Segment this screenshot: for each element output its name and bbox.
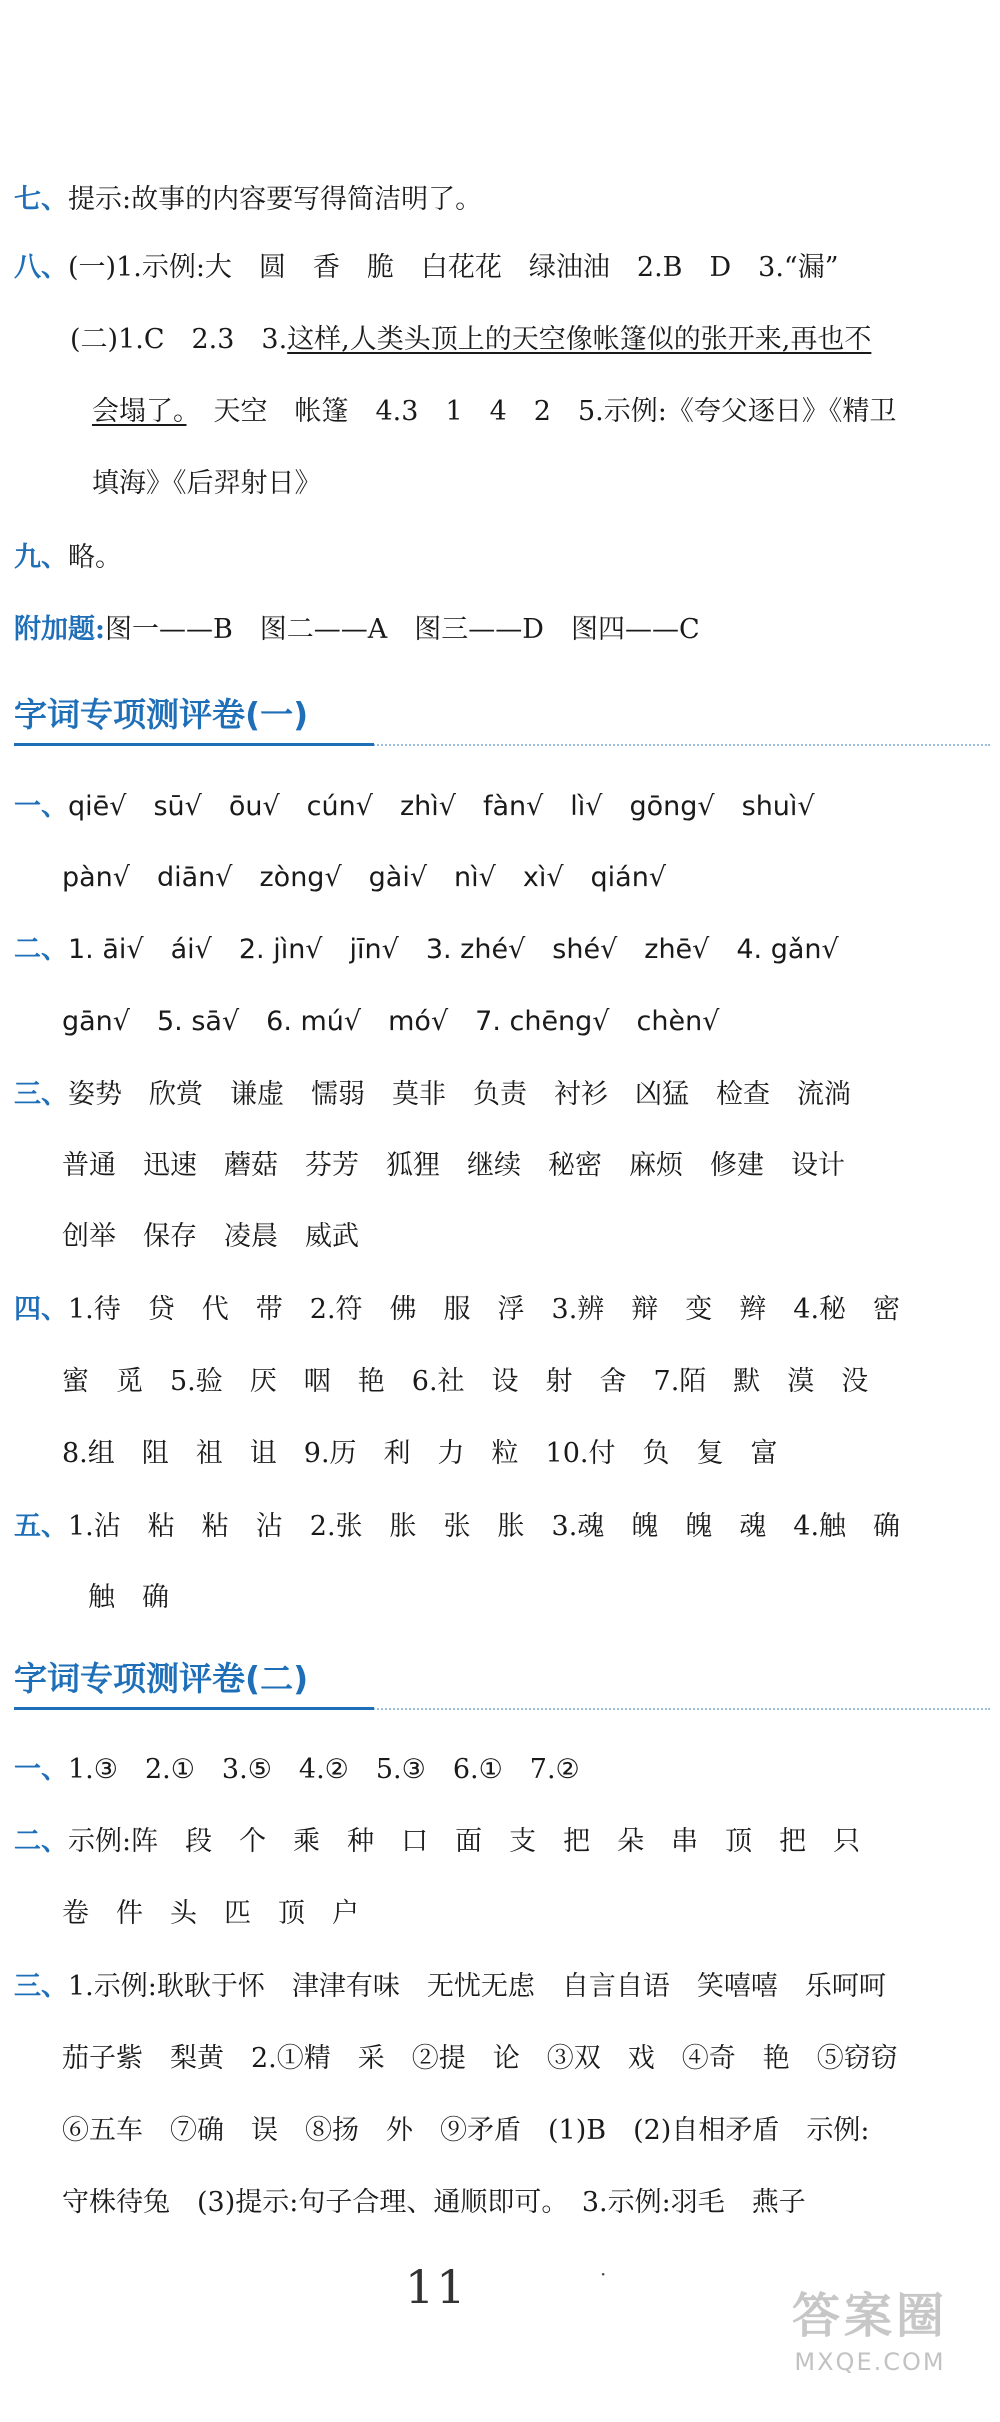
word-answers: 姿势 欣赏 谦虚 懦弱 莫非 负责 衬衫 凶猛 检查 流淌 bbox=[68, 1079, 851, 1110]
word-answers-cont: 普通 迅速 蘑菇 芬芳 狐狸 继续 秘密 麻烦 修建 设计 bbox=[62, 1150, 845, 1181]
underlined-sentence: 这样,人类头顶上的天空像帐篷似的张开来,再也不 bbox=[287, 324, 872, 355]
idiom-answers-cont: 茄子紫 梨黄 2.①精 采 ②提 论 ③双 戏 ④奇 艳 ⑤窃窃 bbox=[62, 2043, 898, 2074]
section-8-part-2: (二)1.C 2.3 3. bbox=[70, 324, 288, 355]
section-7-number: 七、 bbox=[14, 184, 68, 215]
section-8-line-1 bbox=[14, 248, 990, 288]
test-2-part-3-line-4 bbox=[62, 2183, 990, 2223]
title-rule-accent bbox=[14, 743, 374, 746]
test-1-part-4-line-3 bbox=[62, 1434, 990, 1474]
test-1-part-2-number: 二、 bbox=[14, 934, 68, 965]
test-2-part-3-line-2 bbox=[62, 2039, 990, 2079]
test-2-part-3-number: 三、 bbox=[14, 1971, 68, 2002]
test-2-part-2-line-1 bbox=[14, 1822, 990, 1862]
test-1-part-3-line-3 bbox=[62, 1217, 990, 1257]
test-1-part-1-number: 一、 bbox=[14, 791, 68, 822]
test-2-part-3-line-1 bbox=[14, 1967, 990, 2007]
test-1-part-3-line-1 bbox=[14, 1075, 990, 1115]
pinyin-answers: qiē√ sū√ ōu√ cún√ zhì√ fàn√ lì√ gōng√ shuì√ bbox=[68, 791, 815, 822]
section-8-number: 八、 bbox=[14, 252, 68, 283]
title-rule-accent bbox=[14, 1707, 374, 1710]
page-number: 11 bbox=[405, 2260, 468, 2314]
watermark-logo: 答案圈 bbox=[791, 2288, 948, 2344]
section-7 bbox=[14, 180, 990, 220]
fill-answers: 1.沾 粘 粘 沾 2.张 胀 张 胀 3.魂 魄 魄 魂 4.触 确 bbox=[68, 1511, 901, 1542]
pinyin-answers-cont: pàn√ diān√ zòng√ gài√ nì√ xì√ qián√ bbox=[62, 862, 667, 893]
char-answers-cont: 蜜 觅 5.验 厌 咽 艳 6.社 设 射 舍 7.陌 默 漠 没 bbox=[62, 1366, 869, 1397]
idiom-answers-cont-2: ⑥五车 ⑦确 误 ⑧扬 外 ⑨矛盾 (1)B (2)自相矛盾 示例: bbox=[62, 2115, 870, 2146]
idiom-answers: 1.示例:耿耿于怀 津津有味 无忧无虑 自言自语 笑嘻嘻 乐呵呵 bbox=[68, 1971, 886, 2002]
idiom-answers-end: 守株待兔 (3)提示:句子合理、通顺即可。 3.示例:羽毛 燕子 bbox=[62, 2187, 806, 2218]
section-8-line-3 bbox=[92, 392, 990, 432]
section-8-line-2 bbox=[70, 320, 990, 360]
test-1-title-text: 字词专项测评卷(一) bbox=[14, 695, 309, 734]
char-answers-end: 8.组 阻 祖 诅 9.历 利 力 粒 10.付 负 复 富 bbox=[62, 1438, 778, 1469]
test-2-part-3-line-3 bbox=[62, 2111, 990, 2151]
measure-word-answers-cont: 卷 件 头 匹 顶 户 bbox=[62, 1898, 359, 1929]
test-2-title-text: 字词专项测评卷(二) bbox=[14, 1659, 309, 1698]
section-8-text: (一)1.示例:大 圆 香 脆 白花花 绿油油 2.B D 3.“漏” bbox=[68, 252, 839, 283]
test-2-part-1-number: 一、 bbox=[14, 1754, 68, 1785]
bonus-question bbox=[14, 610, 990, 650]
polyphone-answers: 1. āi√ ái√ 2. jìn√ jīn√ 3. zhé√ shé√ zhē√ 4. gǎn√ bbox=[68, 934, 839, 965]
section-8-line-4 bbox=[92, 464, 990, 504]
bonus-label: 附加题: bbox=[14, 614, 105, 645]
test-2-part-2-number: 二、 bbox=[14, 1826, 68, 1857]
test-1-part-4-line-2 bbox=[62, 1362, 990, 1402]
test-1-part-5-number: 五、 bbox=[14, 1511, 68, 1542]
test-1-part-4-line-1 bbox=[14, 1290, 990, 1330]
test-1-part-1-line-1 bbox=[14, 787, 990, 827]
test-2-part-1 bbox=[14, 1750, 990, 1790]
section-9-text: 略。 bbox=[68, 542, 122, 573]
test-1-part-5-line-2 bbox=[88, 1578, 990, 1618]
section-8-text-end: 填海》《后羿射日》 bbox=[92, 468, 322, 499]
word-answers-end: 创举 保存 凌晨 威武 bbox=[62, 1221, 359, 1252]
site-watermark bbox=[760, 2284, 980, 2404]
char-answers: 1.待 贷 代 带 2.符 佛 服 浮 3.辨 辩 变 辫 4.秘 密 bbox=[68, 1294, 901, 1325]
test-1-part-2-line-1 bbox=[14, 930, 990, 970]
underlined-sentence-end: 会塌了。 bbox=[92, 396, 187, 427]
section-8-text-cont: 天空 帐篷 4.3 1 4 2 5.示例:《夸父逐日》《精卫 bbox=[186, 396, 897, 427]
section-7-text: 提示:故事的内容要写得简洁明了。 bbox=[68, 184, 483, 215]
watermark-url: MXQE.COM bbox=[794, 2348, 946, 2376]
test-2-title bbox=[14, 1654, 990, 1704]
bonus-text: 图一——B 图二——A 图三——D 图四——C bbox=[104, 614, 700, 645]
polyphone-answers-cont: gān√ 5. sā√ 6. mú√ mó√ 7. chēng√ chèn√ bbox=[62, 1006, 720, 1037]
test-1-part-4-number: 四、 bbox=[14, 1294, 68, 1325]
test-1-part-3-line-2 bbox=[62, 1146, 990, 1186]
fill-answers-cont: 触 确 bbox=[88, 1582, 169, 1613]
page-dot: · bbox=[600, 2262, 607, 2286]
test-1-part-1-line-2 bbox=[62, 858, 990, 898]
test-1-part-5-line-1 bbox=[14, 1507, 990, 1547]
measure-word-answers: 示例:阵 段 个 乘 种 口 面 支 把 朵 串 顶 把 只 bbox=[68, 1826, 861, 1857]
section-9-number: 九、 bbox=[14, 542, 68, 573]
test-2-part-2-line-2 bbox=[62, 1894, 990, 1934]
test-1-part-3-number: 三、 bbox=[14, 1079, 68, 1110]
test-1-part-2-line-2 bbox=[62, 1002, 990, 1042]
section-9 bbox=[14, 538, 990, 578]
choice-answers: 1.③ 2.① 3.⑤ 4.② 5.③ 6.① 7.② bbox=[68, 1754, 580, 1785]
test-1-title bbox=[14, 690, 990, 740]
